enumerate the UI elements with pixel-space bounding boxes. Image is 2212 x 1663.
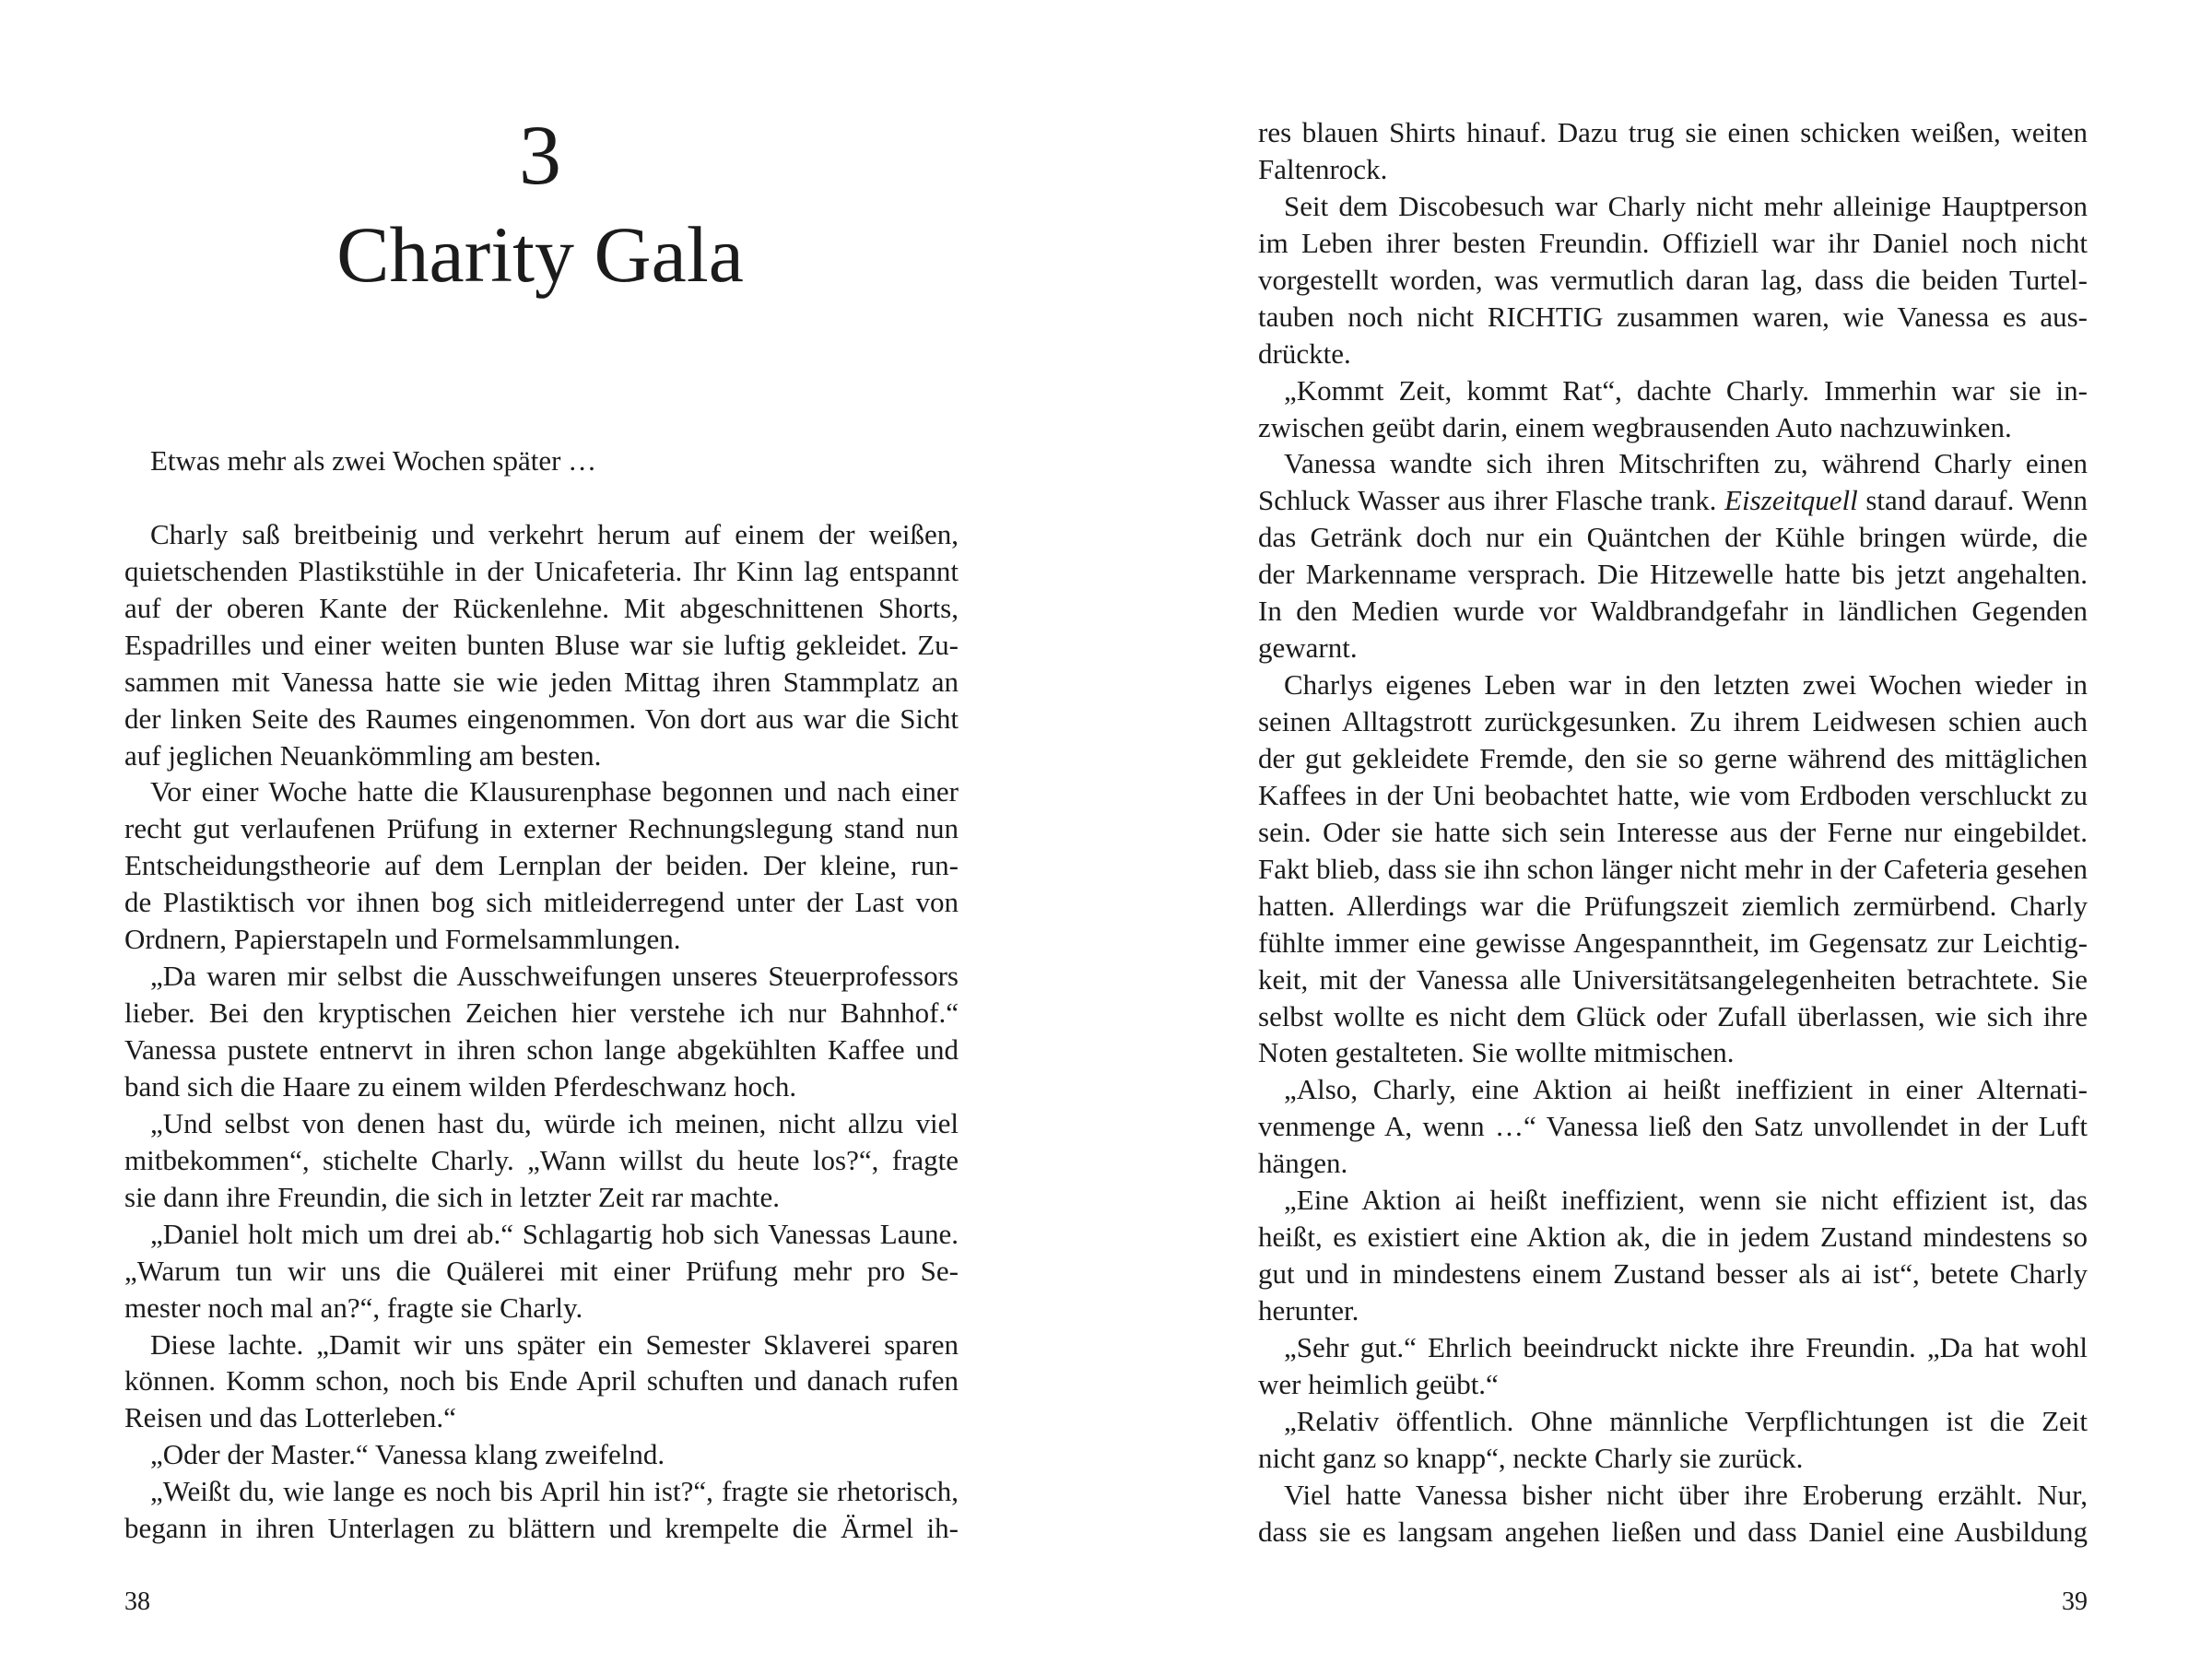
text-line-content: Viel hatte Vanessa bisher nicht über ihre Eroberung erzählt. Nur,: [1284, 1478, 2088, 1511]
text-line-content: mitbekommen“, stichelte Charly. „Wann willst du heute los?“, fragte: [124, 1143, 959, 1176]
text-line: [124, 442, 959, 479]
text-line-content: der linken Seite des Raumes eingenommen. Von dort aus war die Sicht: [124, 702, 959, 735]
text-line: [1258, 777, 2088, 814]
text-line: [1258, 445, 2088, 482]
paragraph: [1258, 1329, 2088, 1403]
text-line-content: Charlys eigenes Leben war in den letzten zwei Wochen wieder in: [1284, 668, 2088, 702]
text-line: [124, 1253, 959, 1290]
paragraph: [1258, 1182, 2088, 1329]
text-line: [124, 1032, 959, 1068]
text-line-content: de Plastiktisch vor ihnen bog sich mitleiderregend unter der Last von: [124, 886, 959, 919]
text-line: [124, 1362, 959, 1399]
left-page-body: [124, 442, 959, 1547]
text-line-content: mester noch mal an?“, fragte sie Charly.: [124, 1291, 583, 1324]
text-line: [1258, 851, 2088, 888]
text-line-content: „Und selbst von denen hast du, würde ich meinen, nicht allzu viel: [150, 1106, 959, 1139]
text-line: [1258, 114, 2088, 151]
text-line: [124, 1068, 959, 1105]
text-line: [1258, 1292, 2088, 1329]
text-line-content: „Sehr gut.“ Ehrlich beeindruckt nickte ihre Freundin. „Da hat wohl: [1284, 1330, 2088, 1363]
text-line-content: das Getränk doch nur ein Quäntchen der Kühle bringen würde, die: [1258, 521, 2088, 554]
text-line-content: quietschenden Plastikstühle in der Unicafeteria. Ihr Kinn lag entspannt: [124, 554, 959, 587]
text-line: [1258, 225, 2088, 262]
paragraph: [124, 442, 959, 516]
paragraph: [124, 773, 959, 958]
text-line: [1258, 666, 2088, 703]
text-line-content: auf der oberen Kante der Rückenlehne. Mit abgeschnittenen Shorts,: [124, 591, 959, 624]
right-page: [1106, 0, 2212, 1663]
text-line: [1258, 1182, 2088, 1219]
text-line-content: tauben noch nicht RICHTIG zusammen waren, wie Vanessa es aus-: [1258, 300, 2088, 333]
text-line: [124, 921, 959, 958]
text-line-content: selbst wollte es nicht dem Glück oder Zufall überlassen, wie sich ihre: [1258, 999, 2088, 1032]
text-line-content: zwischen geübt darin, einem wegbrausenden Auto nachzuwinken.: [1258, 410, 2012, 443]
text-line: [1258, 1256, 2088, 1292]
text-line-content: res blauen Shirts hinauf. Dazu trug sie einen schicken weißen, weiten: [1258, 116, 2088, 148]
page-number-left: 38: [124, 1587, 150, 1616]
paragraph: [1258, 445, 2088, 666]
paragraph-gap: [124, 479, 959, 516]
text-line: [124, 737, 959, 774]
text-line: [1258, 630, 2088, 666]
paragraph: [124, 1105, 959, 1216]
paragraph: [1258, 1071, 2088, 1182]
text-line: [1258, 1514, 2088, 1551]
paragraph: [1258, 666, 2088, 1071]
text-line: [124, 1327, 959, 1363]
text-line: [124, 1290, 959, 1327]
text-line-content: „Oder der Master.“ Vanessa klang zweifelnd.: [150, 1438, 665, 1471]
text-line-content: Vor einer Woche hatte die Klausurenphase begonnen und nach einer: [150, 775, 959, 808]
text-line-content: Fakt blieb, dass sie ihn schon länger nicht mehr in der Cafeteria gesehen: [1258, 852, 2088, 885]
text-line: [124, 958, 959, 995]
text-line: [124, 884, 959, 921]
text-line: [1258, 262, 2088, 299]
text-line-content: recht gut verlaufenen Prüfung in externer Rechnungslegung stand nun: [124, 812, 959, 845]
text-line-content: keit, mit der Vanessa alle Universitätsangelegenheiten betrachtete. Sie: [1258, 962, 2088, 996]
text-line: [1258, 482, 2088, 519]
text-line: [1258, 519, 2088, 556]
text-segment: Schluck Wasser aus ihrer Flasche trank.: [1258, 484, 1725, 517]
paragraph: [124, 1473, 959, 1547]
text-line-content: begann in ihren Unterlagen zu blättern und krempelte die Ärmel ih-: [124, 1512, 959, 1545]
text-line: [124, 553, 959, 590]
text-line: [1258, 740, 2088, 777]
text-line: [1258, 336, 2088, 372]
text-line: [1258, 1477, 2088, 1514]
text-line-content: „Eine Aktion ai heißt ineffizient, wenn sie nicht effizient ist, das: [1284, 1184, 2088, 1217]
text-line-content: sein. Oder sie hatte sich sein Interesse aus der Ferne nur eingebildet.: [1258, 815, 2088, 848]
text-line-content: „Warum tun wir uns die Quälerei mit einer Prüfung mehr pro Se-: [124, 1254, 959, 1287]
text-line-content: hängen.: [1258, 1147, 1348, 1180]
text-line: [124, 1473, 959, 1510]
paragraph: [1258, 188, 2088, 372]
text-line-content: „Relativ öffentlich. Ohne männliche Verpflichtungen ist die Zeit: [1284, 1404, 2088, 1437]
text-line: [124, 1510, 959, 1547]
text-line-content: der Markenname versprach. Die Hitzewelle hatte bis jetzt angehalten.: [1258, 558, 2088, 591]
text-line: [124, 1179, 959, 1216]
text-line-content: heißt, es existiert eine Aktion ak, die in jedem Zustand mindestens so: [1258, 1221, 2088, 1254]
text-line-content: Noten gestalteten. Sie wollte mitmischen.: [1258, 1036, 1735, 1069]
text-line: [1258, 925, 2088, 961]
text-line: [1258, 151, 2088, 188]
paragraph: [124, 516, 959, 774]
italic-text: Eiszeitquell: [1724, 484, 1858, 517]
text-line-content: Charly saß breitbeinig und verkehrt herum auf einem der weißen,: [150, 517, 959, 550]
text-line: [124, 627, 959, 664]
text-line-content: „Kommt Zeit, kommt Rat“, dachte Charly. Immerhin war sie in-: [1284, 373, 2088, 407]
text-line-content: Etwas mehr als zwei Wochen später …: [150, 444, 597, 477]
paragraph: [1258, 1403, 2088, 1477]
text-line-content: Vanessa pustete entnervt in ihren schon lange abgekühlten Kaffee und: [124, 1033, 959, 1066]
text-line-content: „Da waren mir selbst die Ausschweifungen unseres Steuerprofessors: [150, 960, 959, 993]
text-line-content: „Also, Charly, eine Aktion ai heißt ineffizient in einer Alternati-: [1284, 1073, 2088, 1106]
text-line-content: „Weißt du, wie lange es noch bis April hin ist?“, fragte sie rhetorisch,: [150, 1475, 959, 1508]
text-line: [124, 1142, 959, 1179]
text-line-content: herunter.: [1258, 1294, 1359, 1327]
text-line-content: gut und in mindestens einem Zustand besser als ai ist“, betete Charly: [1258, 1257, 2088, 1291]
text-line-content: auf jeglichen Neuankömmling am besten.: [124, 738, 602, 772]
text-line: [1258, 1071, 2088, 1108]
text-line-content: dass sie es langsam angehen ließen und dass Daniel eine Ausbildung: [1258, 1515, 2088, 1548]
paragraph: [1258, 372, 2088, 446]
text-line: [1258, 888, 2088, 925]
text-line: [1258, 1440, 2088, 1477]
text-line: [1258, 703, 2088, 740]
text-line: [1258, 1108, 2088, 1145]
text-line: [1258, 1403, 2088, 1440]
text-line-content: Faltenrock.: [1258, 152, 1388, 185]
text-line-content: Reisen und das Lotterleben.“: [124, 1401, 456, 1434]
text-line-content: Diese lachte. „Damit wir uns später ein Semester Sklaverei sparen: [150, 1327, 959, 1361]
text-line-content: Seit dem Discobesuch war Charly nicht mehr alleinige Hauptperson: [1284, 189, 2088, 222]
text-line-content: Entscheidungstheorie auf dem Lernplan der beiden. Der kleine, run-: [124, 849, 959, 882]
text-line-content: drückte.: [1258, 336, 1351, 370]
text-line: [1258, 409, 2088, 446]
text-line: [124, 1216, 959, 1253]
text-line: [1258, 1034, 2088, 1071]
text-line: [1258, 814, 2088, 851]
text-line-content: Espadrilles und einer weiten bunten Bluse war sie luftig gekleidet. Zu-: [124, 628, 959, 661]
text-line: [124, 810, 959, 847]
text-line: [124, 664, 959, 701]
text-line-content: wer heimlich geübt.“: [1258, 1367, 1499, 1400]
text-line: [1258, 1219, 2088, 1256]
text-line-content: band sich die Haare zu einem wilden Pferdeschwanz hoch.: [124, 1069, 797, 1103]
text-line: [1258, 998, 2088, 1035]
text-line-content: lieber. Bei den kryptischen Zeichen hier verstehe ich nur Bahnhof.“: [124, 997, 959, 1030]
text-line: [1258, 188, 2088, 225]
text-line-content: hatten. Allerdings war die Prüfungszeit ziemlich zermürbend. Charly: [1258, 889, 2088, 922]
text-line-content: vorgestellt worden, was vermutlich daran lag, dass die beiden Turtel-: [1258, 263, 2088, 296]
text-line: [124, 773, 959, 810]
text-line-content: [1258, 482, 2088, 519]
text-line-content: Vanessa wandte sich ihren Mitschriften zu, während Charly einen: [1284, 447, 2088, 480]
page-number-right: 39: [2062, 1587, 2088, 1616]
text-line-content: venmenge A, wenn …“ Vanessa ließ den Satz unvollendet in der Luft: [1258, 1110, 2088, 1143]
text-line: [1258, 1145, 2088, 1182]
paragraph: [124, 958, 959, 1105]
text-line: [124, 590, 959, 627]
text-line: [124, 516, 959, 553]
text-line: [1258, 299, 2088, 336]
text-line: [1258, 961, 2088, 998]
text-segment: stand darauf. Wenn: [1857, 484, 2088, 517]
text-line: [1258, 1366, 2088, 1403]
text-line: [1258, 556, 2088, 593]
text-line: [1258, 372, 2088, 409]
text-line: [1258, 1329, 2088, 1366]
paragraph: [1258, 1477, 2088, 1551]
right-page-body: [1258, 114, 2088, 1551]
text-line: [124, 1436, 959, 1473]
paragraph: [124, 1216, 959, 1327]
text-line-content: In den Medien wurde vor Waldbrandgefahr in ländlichen Gegenden: [1258, 595, 2088, 628]
text-line: [124, 847, 959, 884]
text-line: [124, 1399, 959, 1436]
chapter-number: 3: [519, 108, 561, 202]
text-line-content: Ordnern, Papierstapeln und Formelsammlungen.: [124, 923, 681, 956]
text-line-content: seinen Alltagstrott zurückgesunken. Zu ihrem Leidwesen schien auch: [1258, 705, 2088, 737]
text-line-content: „Daniel holt mich um drei ab.“ Schlagartig hob sich Vanessas Laune.: [150, 1217, 959, 1250]
text-line: [1258, 593, 2088, 630]
text-line: [124, 701, 959, 737]
chapter-title: Charity Gala: [336, 210, 744, 299]
paragraph: [1258, 114, 2088, 188]
text-line-content: nicht ganz so knapp“, neckte Charly sie zurück.: [1258, 1441, 1804, 1474]
text-line-content: fühlte immer eine gewisse Angespanntheit, im Gegensatz zur Leichtig-: [1258, 926, 2088, 959]
text-line-content: gewarnt.: [1258, 631, 1358, 665]
text-line-content: der gut gekleidete Fremde, den sie so gerne während des mittäglichen: [1258, 741, 2088, 774]
text-line-content: können. Komm schon, noch bis Ende April schuften und danach rufen: [124, 1364, 959, 1398]
text-line-content: im Leben ihrer besten Freundin. Offiziell war ihr Daniel noch nicht: [1258, 226, 2088, 259]
text-line-content: sie dann ihre Freundin, die sich in letzter Zeit rar machte.: [124, 1180, 781, 1213]
paragraph: [124, 1327, 959, 1437]
text-line: [124, 995, 959, 1032]
text-line-content: sammen mit Vanessa hatte sie wie jeden Mittag ihren Stammplatz an: [124, 665, 959, 698]
text-line: [124, 1105, 959, 1142]
paragraph: [124, 1436, 959, 1473]
text-line-content: Kaffees in der Uni beobachtet hatte, wie vom Erdboden verschluckt zu: [1258, 778, 2088, 811]
